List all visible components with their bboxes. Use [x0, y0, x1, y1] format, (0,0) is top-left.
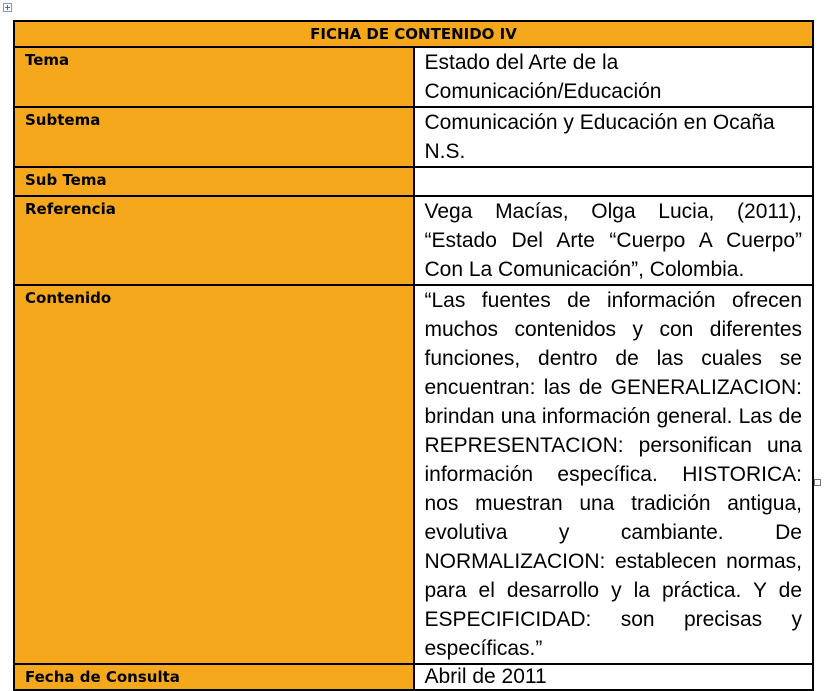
value-contenido: “Las fuentes de información ofrecen muchos contenidos y con diferentes funciones, dentro de las cuales se encuentran: las de GENERALIZACION: brindan una información general. Las de REPRESENTACION: personifican una información específica. HISTORICA: nos muestran una tradición antigua, evolutiva y cambiante. De NORMALIZACION: establecen normas, para el desarrollo y la práctica. Y de ESPECIFICIDAD: son precisas y específicas.”	[414, 285, 814, 664]
table-resize-handle-icon[interactable]	[814, 479, 821, 486]
table-row-tema	[14, 47, 813, 107]
table-row-fecha-de-consulta	[14, 664, 813, 690]
label-fecha-de-consulta: Fecha de Consulta	[14, 664, 414, 690]
table-move-handle-icon[interactable]	[3, 3, 12, 12]
table-row-referencia	[14, 196, 813, 285]
label-referencia: Referencia	[14, 196, 414, 285]
value-subtema: Comunicación y Educación en Ocaña N.S.	[414, 107, 814, 167]
value-referencia: Vega Macías, Olga Lucia, (2011), “Estado Del Arte “Cuerpo A Cuerpo” Con La Comunicación”, Colombia.	[414, 196, 814, 285]
label-sub-tema: Sub Tema	[14, 167, 414, 196]
value-fecha-de-consulta: Abril de 2011	[414, 664, 814, 690]
label-tema: Tema	[14, 47, 414, 107]
table-row-subtema	[14, 107, 813, 167]
ficha-title: FICHA DE CONTENIDO IV	[14, 21, 813, 47]
table-row-sub-tema	[14, 167, 813, 196]
label-subtema: Subtema	[14, 107, 414, 167]
value-sub-tema	[414, 167, 814, 196]
table-row-contenido	[14, 285, 813, 664]
title-row	[14, 21, 813, 47]
value-tema: Estado del Arte de la Comunicación/Educación	[414, 47, 814, 107]
ficha-table	[13, 20, 814, 691]
label-contenido: Contenido	[14, 285, 414, 664]
